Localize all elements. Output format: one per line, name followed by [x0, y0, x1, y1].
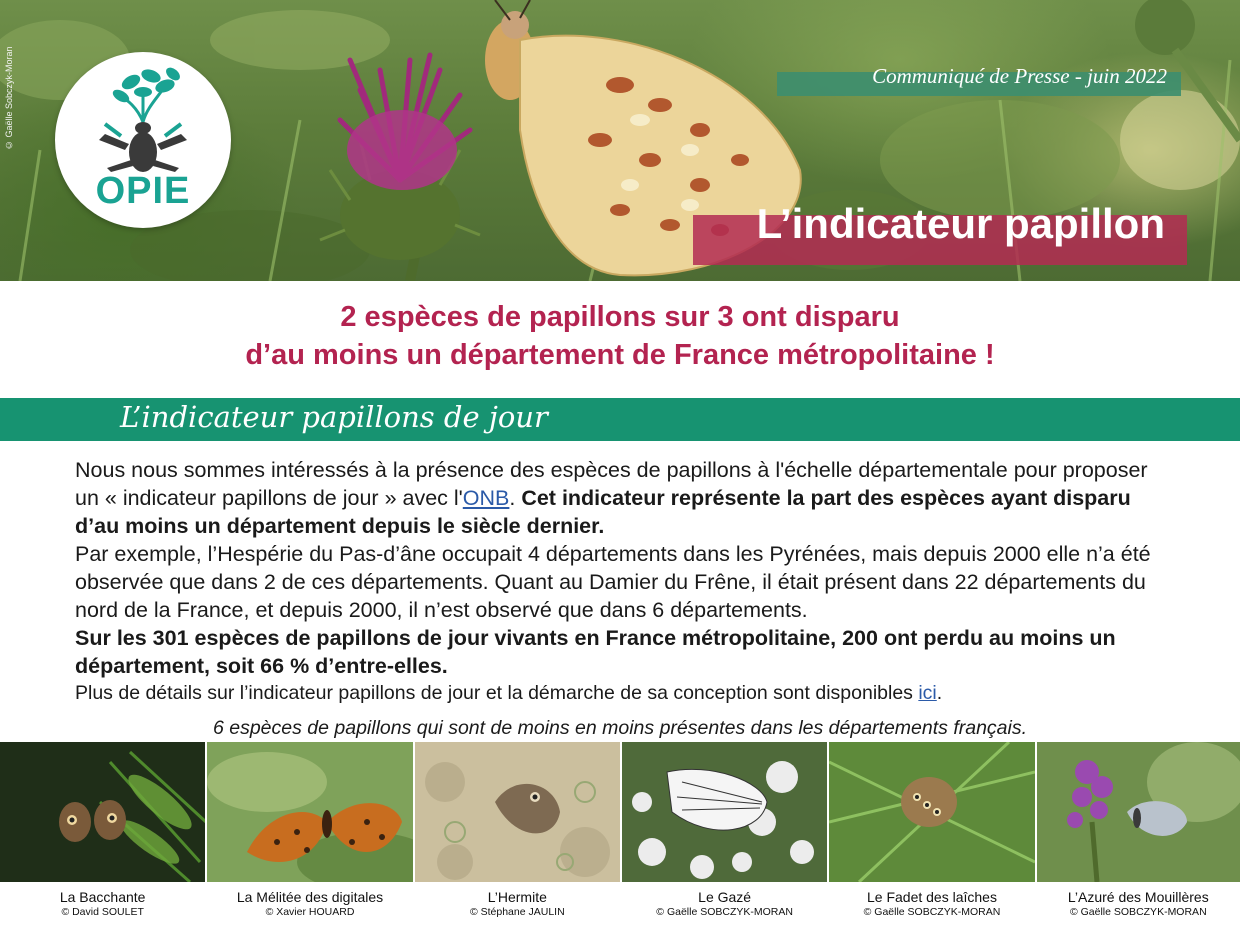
paragraph-2: Par exemple, l’Hespérie du Pas-d’âne occupait 4 départements dans les Pyrénées, mais depuis 2000 elle n’a été observée que dans 2 de ces départements. Quant au Damier du Frêne, il était présent dans 22 départements du nord de la France, et depuis 2000, il n’est observé que dans 6 départements.	[75, 542, 1151, 622]
label-l-hermite	[415, 889, 620, 919]
photo-la-bacchante	[0, 742, 205, 882]
label-le-gaze	[622, 889, 827, 919]
p1-text-end: .	[509, 486, 522, 510]
photo-l-hermite	[415, 742, 620, 882]
species-name: L’Azuré des Mouillères	[1067, 889, 1209, 905]
p3-bold: Sur les 301 espèces de papillons de jour vivants en France métropolitaine, 200 ont perdu au moins un département, soit 66 % d’entre-elles.	[75, 626, 1116, 678]
species-credit: © Stéphane JAULIN	[469, 906, 565, 918]
headline-line-1: 2 espèces de papillons sur 3 ont disparu	[340, 301, 900, 333]
paragraph-4	[75, 680, 1175, 706]
body-text	[75, 456, 1175, 706]
photo-le-fadet-des-laiches	[829, 742, 1034, 882]
p1-bold: Cet indicateur représente la part des espèces ayant disparu d’au moins un département depuis le siècle dernier.	[75, 486, 1131, 538]
species-credit: © Gaëlle SOBCZYK-MORAN	[1069, 906, 1207, 918]
paragraph-1	[75, 456, 1175, 540]
species-name: Le Fadet des laîches	[866, 889, 997, 905]
species-credit: © Gaëlle SOBCZYK-MORAN	[656, 906, 793, 918]
press-label: Communiqué de Presse - juin 2022	[872, 64, 1167, 88]
headline-line-2: d’au moins un département de France métropolitaine !	[245, 339, 995, 371]
logo-text: OPIE	[95, 170, 191, 212]
opie-logo	[55, 52, 231, 228]
p4-text: Plus de détails sur l’indicateur papillons de jour et la démarche de sa conception sont disponibles	[75, 682, 919, 704]
label-la-melitee-des-digitales	[207, 889, 412, 919]
hero-banner	[0, 0, 1240, 281]
species-credit: © Xavier HOUARD	[265, 906, 355, 918]
label-l-azure-des-mouilleres	[1037, 889, 1240, 919]
headline	[0, 298, 1240, 374]
species-credit: © Gaëlle SOBCZYK-MORAN	[863, 906, 1001, 918]
species-name: L’Hermite	[487, 889, 547, 905]
photo-l-azure-des-mouilleres	[1037, 742, 1240, 882]
label-la-bacchante	[0, 889, 205, 919]
section-title: L’indicateur papillons de jour	[120, 400, 548, 434]
photo-le-gaze	[622, 742, 827, 882]
photo-la-melitee-des-digitales	[207, 742, 412, 882]
page-title: L’indicateur papillon	[756, 200, 1165, 247]
species-name: Le Gazé	[698, 889, 752, 905]
species-name: La Mélitée des digitales	[236, 889, 384, 905]
photo-credit: © Gaëlle Sobczyk-Moran	[4, 46, 14, 150]
beetle-tree-icon	[55, 52, 231, 172]
photo-strip	[0, 742, 1240, 882]
species-name: La Bacchante	[59, 889, 146, 905]
details-link[interactable]: ici	[918, 682, 937, 704]
species-labels	[0, 889, 1240, 919]
label-le-fadet-des-laiches	[829, 889, 1034, 919]
photo-caption: 6 espèces de papillons qui sont de moins en moins présentes dans les départements français.	[212, 717, 1028, 739]
paragraph-3	[75, 624, 1175, 680]
p4-text-end: .	[936, 682, 943, 704]
onb-link[interactable]: ONB	[462, 486, 510, 510]
species-credit: © David SOULET	[61, 906, 144, 918]
p1-text: Nous nous sommes intéressés à la présence des espèces de papillons à l'échelle départementale pour proposer un « indicateur papillons de jour » avec l'	[75, 458, 1148, 510]
